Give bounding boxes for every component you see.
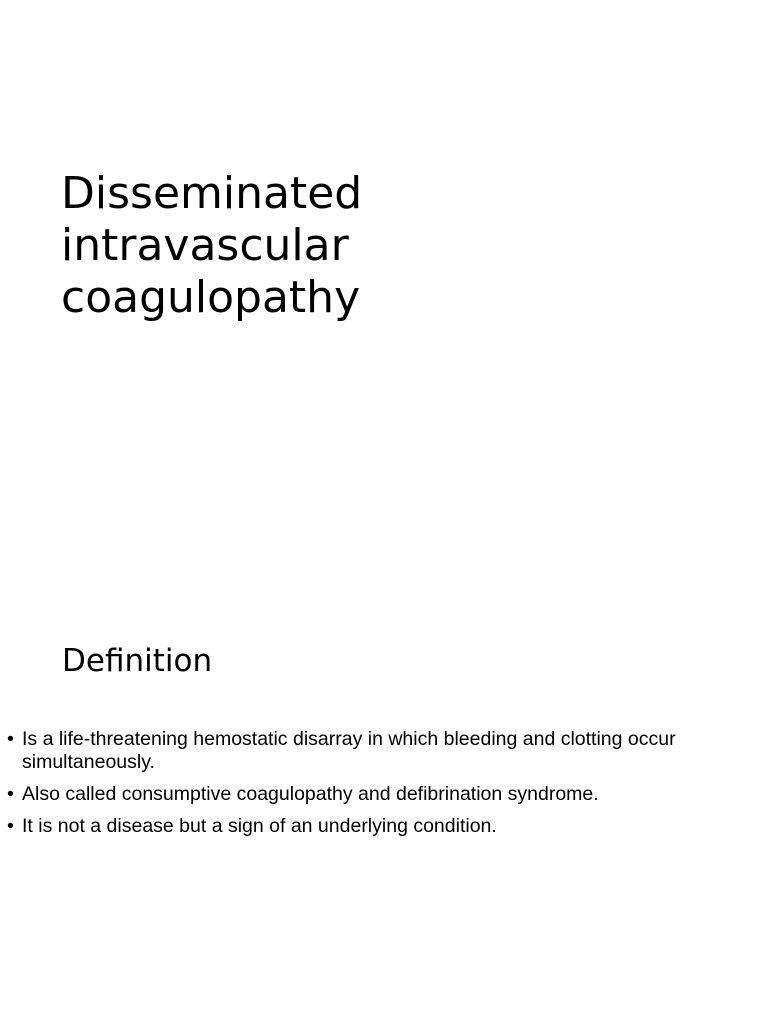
bullet-marker-icon: • (7, 728, 14, 750)
definition-heading: Definition (62, 643, 213, 679)
slide-title: Disseminated intravascular coagulopathy (61, 168, 363, 323)
bullet-marker-icon: • (7, 783, 14, 805)
bullet-text: Also called consumptive coagulopathy and defibrination syndrome. (22, 783, 599, 805)
bullet-item (0, 815, 740, 838)
definition-bullet-list (0, 728, 740, 847)
bullet-text: Is a life-threatening hemostatic disarray in which bleeding and clotting occur simultaneously. (22, 728, 676, 773)
bullet-item (0, 783, 740, 806)
bullet-text: It is not a disease but a sign of an underlying condition. (22, 815, 497, 837)
bullet-marker-icon: • (7, 815, 14, 837)
bullet-item (0, 728, 740, 774)
